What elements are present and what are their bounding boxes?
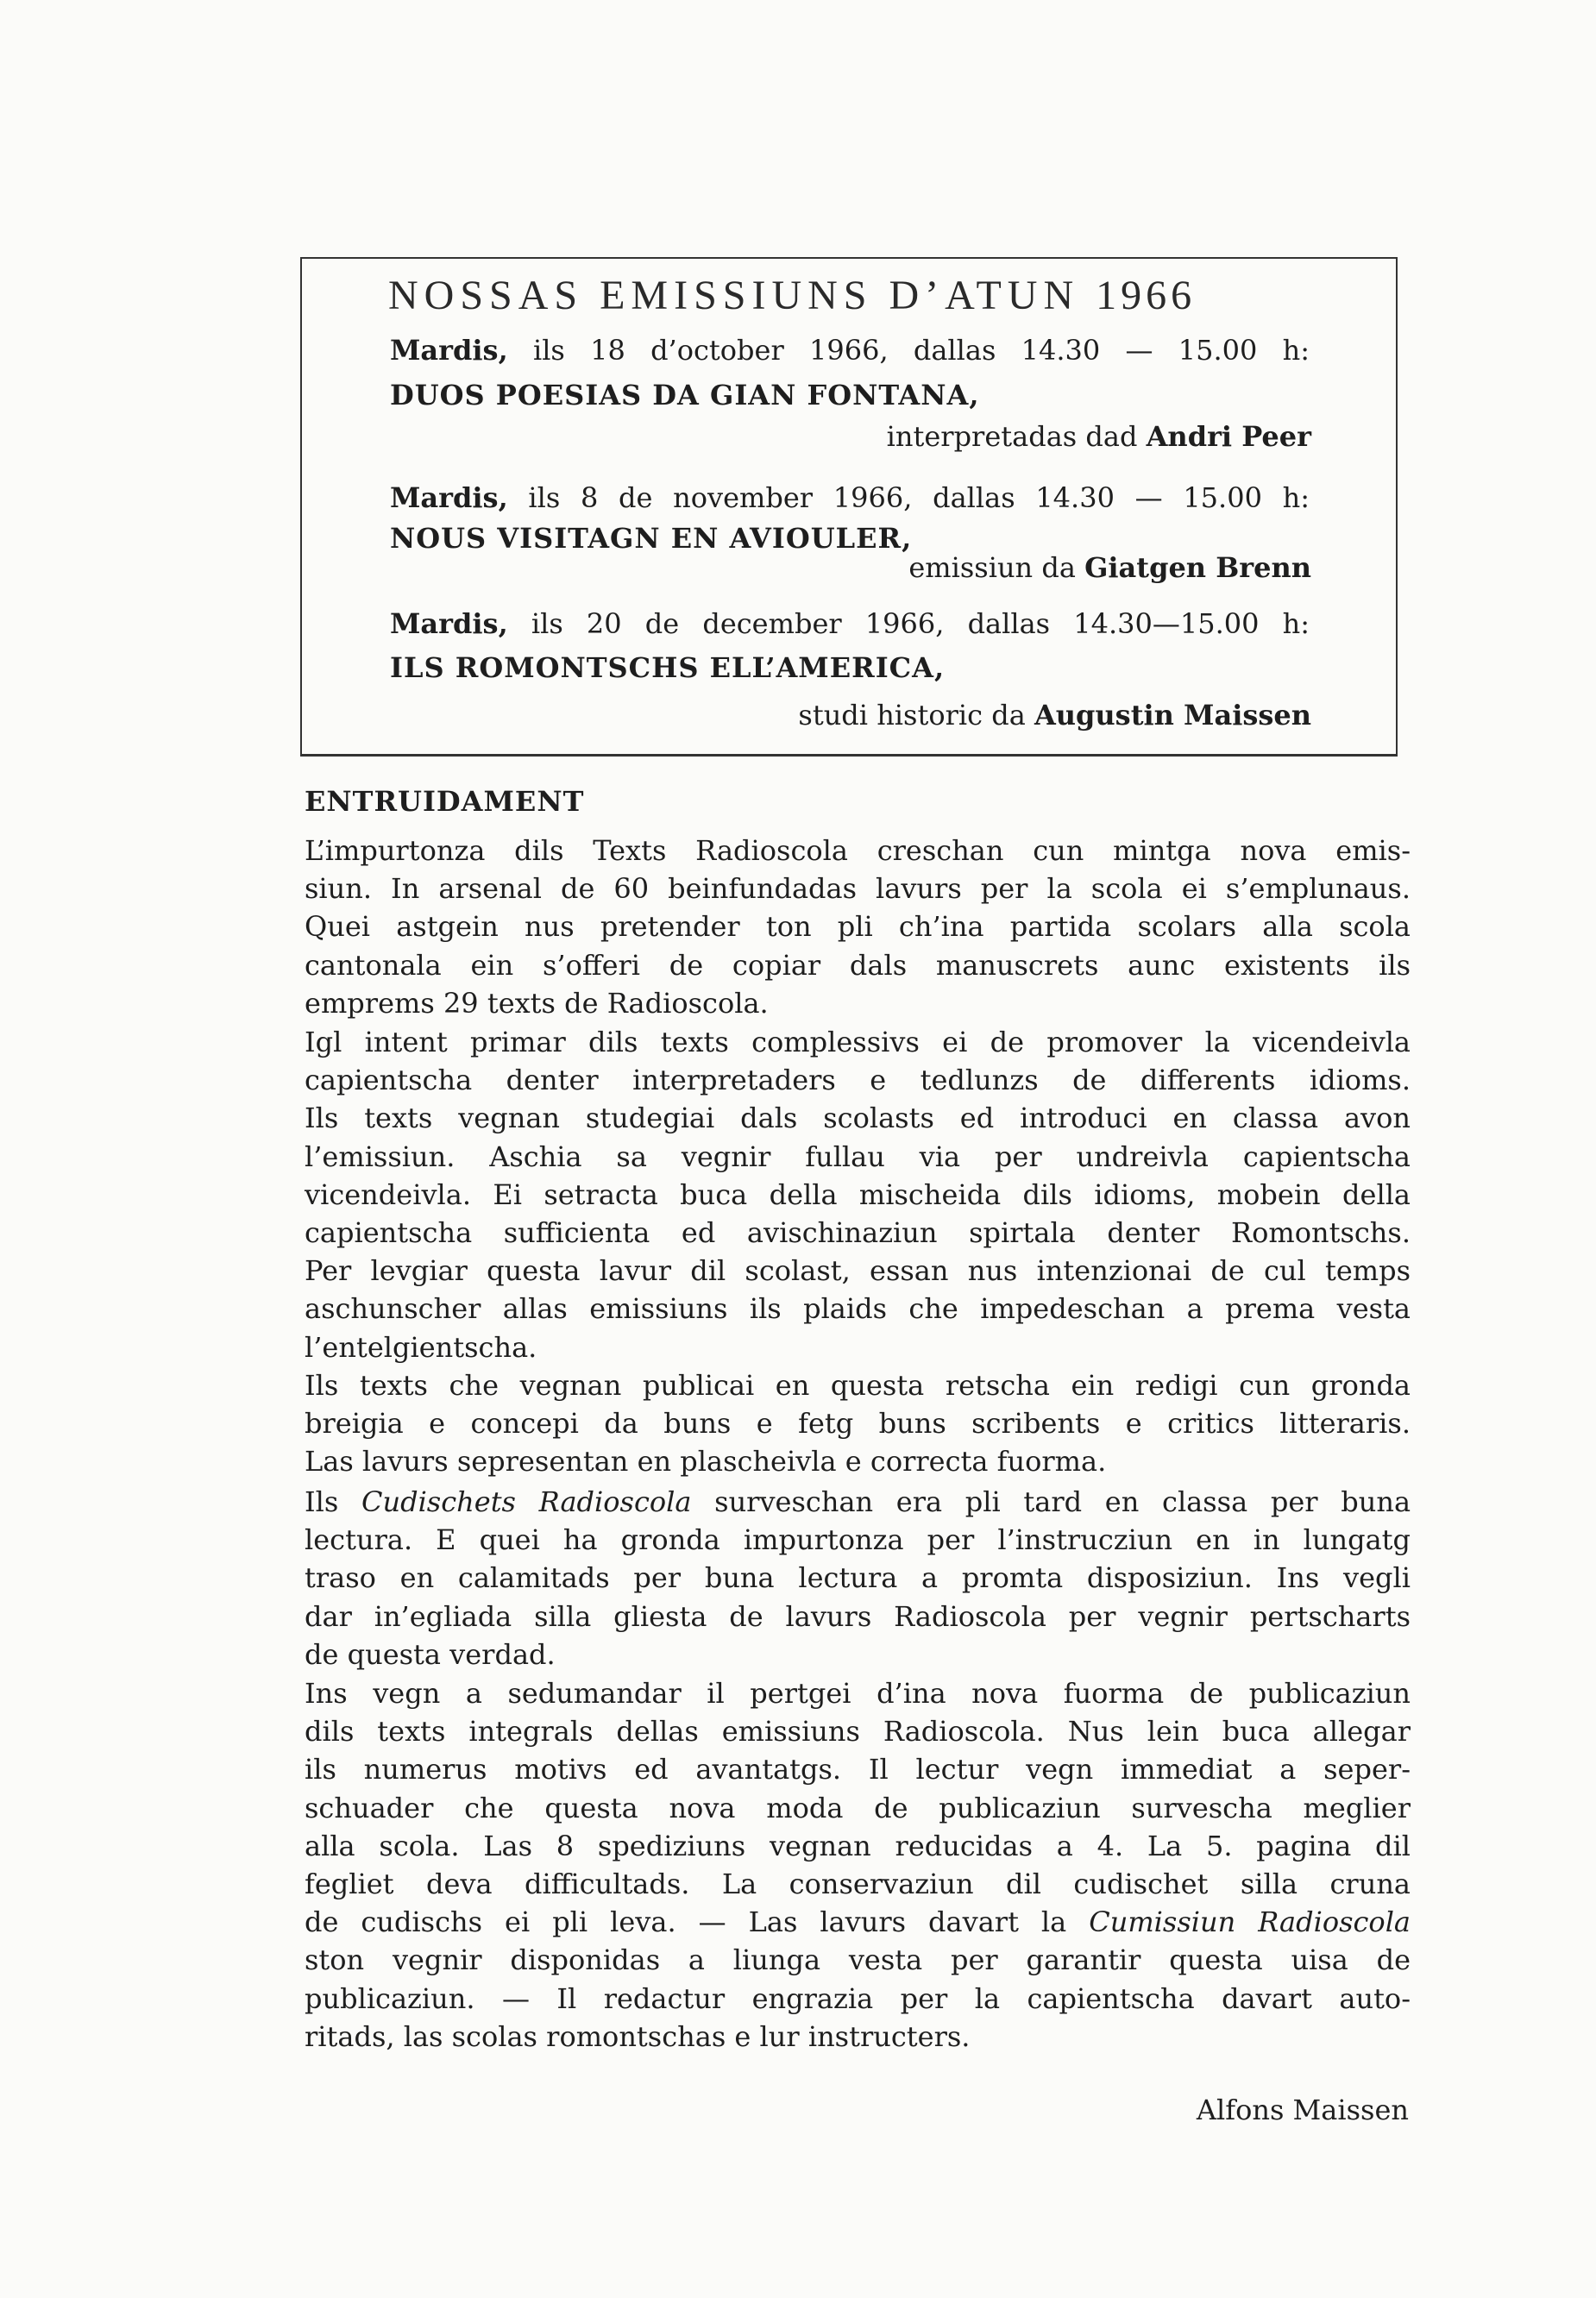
schedule-item-2-program: NOUS VISITAGN EN AVIOULER,: [390, 522, 913, 555]
text-line: dar in’egliada silla gliesta de lavurs Radioscola per vegnir pertscharts: [305, 1599, 1411, 1633]
italic-title: Cudischets Radioscola: [361, 1485, 692, 1518]
text-line: Ins vegn a sedumandar il pertgei d’ina nova fuorma de publicaziun: [305, 1677, 1411, 1710]
schedule-item-3-credit: [798, 698, 1311, 732]
schedule-item-3-credit-prefix: studi historic da: [798, 699, 1026, 731]
text-line: l’emissiun. Aschia sa vegnir fullau via per undreivla capientscha: [305, 1140, 1411, 1173]
text-line: alla scola. Las 8 spediziuns vegnan reducidas a 4. La 5. pagina dil: [305, 1829, 1411, 1862]
text-line: de questa verdad.: [305, 1637, 556, 1671]
schedule-item-1-credit: [887, 419, 1311, 454]
text-line: ritads, las scolas romontschas e lur instructers.: [305, 2019, 971, 2053]
text-line: l’entelgientscha.: [305, 1330, 537, 1364]
schedule-item-1-day: Mardis,: [390, 334, 508, 367]
text-line: capientscha sufficienta ed avischinaziun spirtala denter Romontschs.: [305, 1216, 1411, 1250]
schedule-item-2-day: Mardis,: [390, 481, 508, 514]
text-line: Ils texts che vegnan publicai en questa retscha ein redigi cun gronda: [305, 1369, 1411, 1402]
text-line: schuader che questa nova moda de publicaziun survescha meglier: [305, 1791, 1411, 1824]
text-line: L’impurtonza dils Texts Radioscola creschan cun mintga nova emis-: [305, 834, 1411, 867]
schedule-item-1-date: [390, 333, 1310, 367]
text-line: Ils texts vegnan studegiai dals scolasts ed introduci en classa avon: [305, 1102, 1411, 1135]
schedule-item-2-when: ils 8 de november 1966, dallas 14.30 — 15.00 h:: [528, 481, 1310, 514]
schedule-item-2-credit-name: Giatgen Brenn: [1084, 551, 1311, 584]
schedule-title-text: NOSSAS EMISSIUNS D’ATUN: [388, 273, 1080, 318]
text-line: vicendeivla. Ei setracta buca della mischeida dils idioms, mobein della: [305, 1177, 1411, 1211]
paragraph-3: [305, 1366, 1411, 1481]
text-line: aschunscher allas emissiuns ils plaids che impedeschan a prema vesta: [305, 1292, 1411, 1326]
text-line: de cudischs ei pli leva. — Las lavurs davart la Cumissiun Radioscola: [305, 1906, 1411, 1939]
schedule-item-3-date: [390, 606, 1310, 641]
text-line: dils texts integrals dellas emissiuns Radioscola. Nus lein buca allegar: [305, 1715, 1411, 1749]
schedule-item-2-date: [390, 480, 1310, 515]
schedule-item-1-program: DUOS POESIAS DA GIAN FONTANA,: [390, 379, 980, 411]
schedule-item-1-credit-name: Andri Peer: [1146, 420, 1311, 453]
schedule-item-2-credit: [908, 550, 1311, 585]
text-line: fegliet deva difficultads. La conservaziun dil cudischet silla cruna: [305, 1868, 1411, 1901]
signature: Alfons Maissen: [1196, 2094, 1409, 2126]
text-line: ils numerus motivs ed avantatgs. Il lectur vegn immediat a seper-: [305, 1753, 1411, 1786]
paragraph-5: [305, 1674, 1411, 2056]
schedule-item-1-credit-prefix: interpretadas dad: [886, 420, 1138, 453]
text-line: Las lavurs sepresentan en plascheivla e correcta fuorma.: [305, 1445, 1107, 1479]
paragraph-4: [305, 1483, 1411, 1673]
text-line: cantonala ein s’offeri de copiar dals manuscrets aunc existents ils: [305, 948, 1411, 982]
schedule-item-3-day: Mardis,: [390, 607, 508, 640]
text-line: capientscha denter interpretaders e tedlunzs de differents idioms.: [305, 1064, 1411, 1097]
paragraph-2: [305, 1023, 1411, 1366]
text-line: Ils Cudischets Radioscola surveschan era pli tard en classa per buna: [305, 1485, 1411, 1518]
text-line: Per levgiar questa lavur dil scolast, essan nus intenzionai de cul temps: [305, 1254, 1411, 1288]
text-line: Igl intent primar dils texts complessivs ei de promover la vicendeivla: [305, 1026, 1411, 1058]
text-line: publicaziun. — Il redactur engrazia per la capientscha davart auto-: [305, 1981, 1411, 2015]
schedule-item-1-when: ils 18 d’october 1966, dallas 14.30 — 15.00 h:: [532, 334, 1310, 367]
text-line: siun. In arsenal de 60 beinfundadas lavurs per la scola ei s’emplunaus.: [305, 872, 1411, 906]
schedule-item-3-when: ils 20 de december 1966, dallas 14.30—15.00 h:: [531, 607, 1310, 640]
schedule-item-3-credit-name: Augustin Maissen: [1034, 699, 1311, 731]
text-line: breigia e concepi da buns e fetg buns scribents e critics litteraris.: [305, 1407, 1411, 1441]
text-line: ston vegnir disponidas a liunga vesta per garantir questa uisa de: [305, 1943, 1411, 1977]
paragraph-1: [305, 832, 1411, 1022]
italic-title: Cumissiun Radioscola: [1089, 1906, 1411, 1939]
text-line: Quei astgein nus pretender ton pli ch’ina partida scolars alla scola: [305, 910, 1411, 944]
schedule-item-2-credit-prefix: emissiun da: [908, 551, 1076, 584]
schedule-year: 1966: [1096, 273, 1197, 318]
article-heading: ENTRUIDAMENT: [305, 785, 585, 818]
text-line: emprems 29 texts de Radioscola.: [305, 986, 769, 1020]
schedule-title: [388, 270, 1313, 322]
schedule-item-3-program: ILS ROMONTSCHS ELL’AMERICA,: [390, 651, 946, 684]
text-line: lectura. E quei ha gronda impurtonza per l’instrucziun en in lungatg: [305, 1523, 1411, 1557]
text-line: traso en calamitads per buna lectura a promta disposiziun. Ins vegli: [305, 1561, 1411, 1595]
